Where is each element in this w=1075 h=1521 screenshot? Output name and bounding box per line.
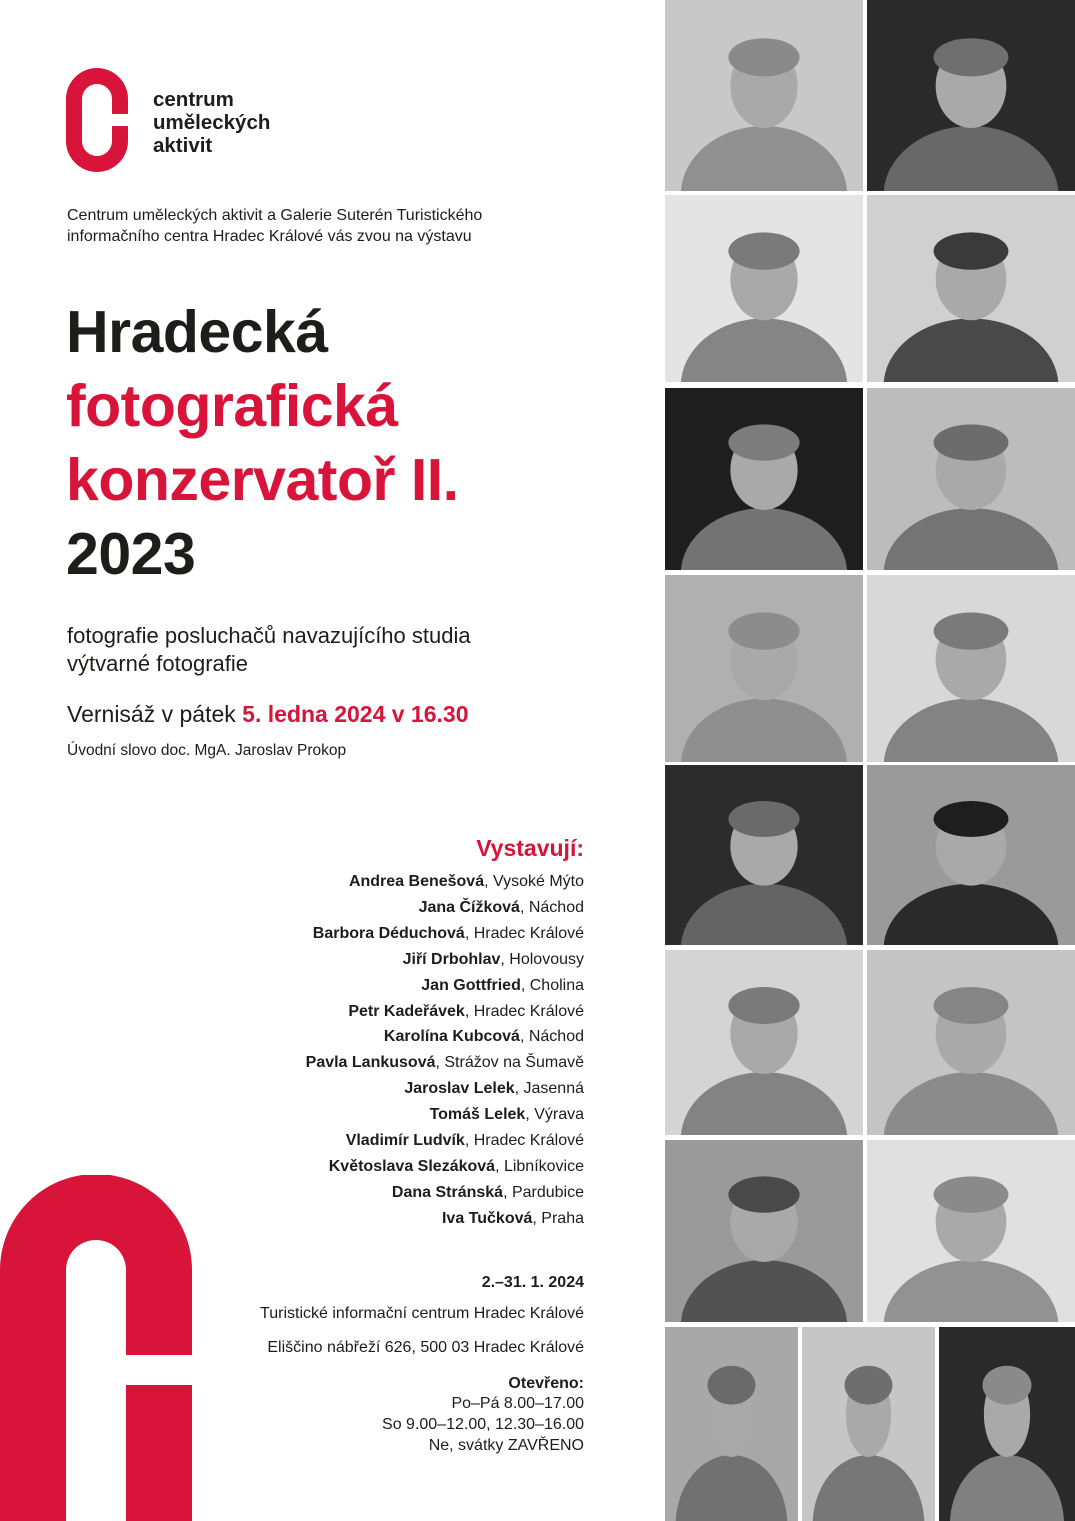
exhibitor-name: Andrea Benešová	[348, 873, 485, 890]
exhibitor-name: Květoslava Slezáková	[328, 1157, 496, 1175]
opening-prefix: Vernisáž v pátek	[67, 701, 243, 727]
exhibitor-item	[306, 1154, 584, 1180]
exhibitor-place: , Praha	[532, 1209, 584, 1227]
exhibitor-name: Karolína Kubcová	[383, 1028, 520, 1046]
exhibitor-item	[306, 869, 584, 895]
exhibitor-item	[306, 1050, 584, 1076]
title-line: Hradecká	[66, 299, 328, 365]
exhibition-subtitle	[67, 622, 471, 678]
portrait-photo	[665, 1140, 863, 1322]
logo-mark-icon	[66, 68, 128, 172]
portrait-photo	[665, 388, 863, 570]
portrait-photo	[939, 1327, 1075, 1521]
portrait-photo	[867, 0, 1075, 191]
exhibition-dates: 2.–31. 1. 2024	[481, 1274, 584, 1291]
title-year: 2023	[66, 521, 196, 587]
exhibitor-name: Jan Gottfried	[421, 976, 521, 994]
venue-address: Eliščino nábřeží 626, 500 03 Hradec Králové	[267, 1339, 584, 1356]
title-line: fotografická	[66, 373, 398, 439]
logo-line: uměleckých	[153, 111, 271, 134]
exhibition-title	[66, 295, 459, 591]
exhibitor-item	[306, 947, 584, 973]
exhibitor-name: Tomáš Lelek	[429, 1106, 526, 1124]
opening-hours-heading: Otevřeno:	[508, 1375, 584, 1392]
exhibitor-place: , Libníkovice	[495, 1157, 584, 1175]
photo-grid	[665, 0, 1075, 1521]
portrait-photo	[867, 575, 1075, 762]
portrait-photo	[867, 950, 1075, 1135]
exhibitor-place: , Cholina	[520, 976, 584, 994]
exhibitors-names	[306, 869, 584, 1232]
portrait-photo	[867, 765, 1075, 945]
exhibitor-item	[306, 1180, 584, 1206]
exhibitor-name: Petr Kadeřávek	[348, 1002, 465, 1020]
portrait-photo	[665, 950, 863, 1135]
exhibitor-name: Jana Čížková	[418, 898, 520, 916]
exhibitor-item	[306, 999, 584, 1025]
exhibitor-name: Iva Tučková	[441, 1209, 533, 1227]
title-line: konzervatoř II.	[66, 447, 459, 513]
exhibitor-item	[306, 1076, 584, 1102]
exhibitor-place: , Pardubice	[503, 1183, 584, 1201]
exhibitor-place: , Holovousy	[500, 950, 584, 968]
opening-hours-line: Po–Pá 8.00–17.00	[451, 1395, 584, 1412]
portrait-photo	[802, 1327, 935, 1521]
exhibitor-name: Jiří Drbohlav	[402, 950, 501, 968]
invitation-line: Centrum uměleckých aktivit a Galerie Suterén Turistického	[67, 207, 483, 224]
exhibitor-place: , Náchod	[519, 898, 584, 916]
logo-wordmark	[153, 88, 270, 157]
exhibitors-heading: Vystavují:	[476, 835, 584, 861]
venue-name: Turistické informační centrum Hradec Králové	[260, 1305, 584, 1322]
invitation-line: informačního centra Hradec Králové vás zvou na výstavu	[67, 228, 472, 245]
exhibitor-item	[306, 1128, 584, 1154]
portrait-photo	[665, 0, 863, 191]
portrait-photo	[665, 195, 863, 382]
exhibitor-item	[306, 921, 584, 947]
exhibitor-item	[306, 973, 584, 999]
exhibitor-place: , Vysoké Mýto	[484, 873, 584, 890]
exhibitor-name: Vladimír Ludvík	[345, 1132, 465, 1150]
opening-hours-line: Ne, svátky ZAVŘENO	[428, 1437, 584, 1454]
opening-speech: Úvodní slovo doc. MgA. Jaroslav Prokop	[67, 742, 347, 759]
invitation-text	[67, 205, 567, 247]
logo-line: centrum	[153, 88, 234, 111]
large-logo-mark-icon	[0, 1175, 192, 1521]
portrait-photo	[867, 388, 1075, 570]
exhibitor-place: , Strážov na Šumavě	[435, 1054, 584, 1072]
logo-line: aktivit	[153, 134, 213, 157]
exhibitor-name: Barbora Déduchová	[312, 924, 465, 942]
exhibitor-place: , Náchod	[519, 1028, 584, 1046]
exhibitor-name: Jaroslav Lelek	[404, 1080, 515, 1098]
exhibitors-list	[306, 833, 584, 1232]
portrait-photo	[867, 195, 1075, 382]
subtitle-line: výtvarné fotografie	[67, 651, 248, 676]
opening-date: 5. ledna 2024 v 16.30	[242, 701, 469, 727]
exhibitor-place: , Hradec Králové	[464, 1132, 584, 1150]
exhibitor-item	[306, 1102, 584, 1128]
exhibitor-item	[306, 895, 584, 921]
opening-hours-line: So 9.00–12.00, 12.30–16.00	[382, 1416, 584, 1433]
exhibition-info	[260, 1271, 584, 1456]
exhibitor-name: Pavla Lankusová	[305, 1054, 436, 1072]
exhibitor-item	[306, 1024, 584, 1050]
opening-info	[67, 700, 468, 728]
exhibitor-place: , Výrava	[525, 1106, 584, 1124]
portrait-photo	[665, 765, 863, 945]
exhibitor-item	[306, 1206, 584, 1232]
exhibitor-place: , Hradec Králové	[464, 924, 584, 942]
portrait-photo	[867, 1140, 1075, 1322]
portrait-photo	[665, 1327, 798, 1521]
subtitle-line: fotografie posluchačů navazujícího studia	[67, 623, 471, 648]
exhibitor-place: , Hradec Králové	[464, 1002, 584, 1020]
portrait-photo	[665, 575, 863, 762]
exhibitor-name: Dana Stránská	[391, 1183, 504, 1201]
exhibitor-place: , Jasenná	[514, 1080, 584, 1098]
